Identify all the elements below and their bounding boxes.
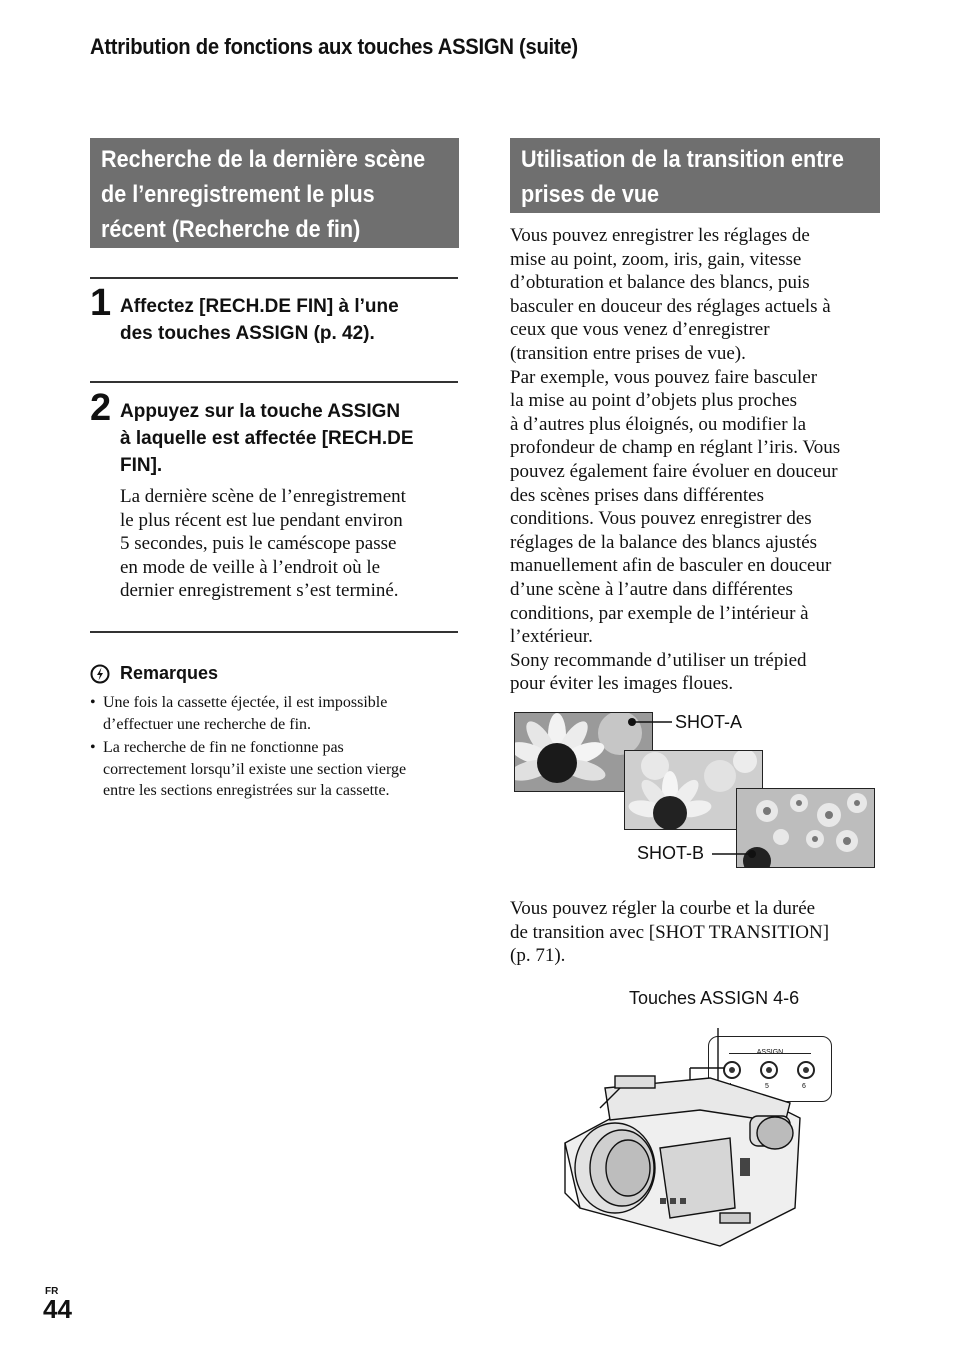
note-line: correctement lorsqu’il existe une section vierge: [103, 760, 407, 778]
right-section-title-line: prises de vue: [521, 181, 660, 208]
step2-body-line: le plus récent est lue pendant environ: [120, 509, 403, 531]
right-section-title: [510, 138, 880, 213]
right-body-line: profondeur de champ en réglant l’iris. Vous: [510, 437, 841, 459]
camcorder-illustration: [560, 1008, 840, 1253]
step2-line: FIN].: [120, 455, 163, 476]
right-body-line: Vous pouvez enregistrer les réglages de: [510, 225, 810, 246]
shot-a-callout: [620, 710, 680, 740]
step2-line: à laquelle est affectée [RECH.DE: [120, 428, 414, 449]
page-lang: FR: [45, 1286, 59, 1297]
camera-label: Touches ASSIGN 4-6: [629, 988, 800, 1008]
right-body-line: Sony recommande d’utiliser un trépied: [510, 649, 807, 671]
step2-line: Appuyez sur la touche ASSIGN: [120, 401, 401, 422]
page-number: 44: [43, 1294, 72, 1324]
left-section-title-line: Recherche de la dernière scène: [101, 146, 426, 173]
assign-button-6-label: 6: [802, 1083, 806, 1090]
right-body-line: conditions, par exemple de l’intérieur à: [510, 602, 809, 624]
right-body-line: Par exemple, vous pouvez faire basculer: [510, 366, 818, 388]
left-section-title-line: récent (Recherche de fin): [101, 216, 361, 243]
shot-a-label: SHOT-A: [675, 712, 743, 732]
step1-rule: [90, 277, 458, 279]
left-section-title-line: de l’enregistrement le plus: [101, 181, 375, 208]
shot-b-callout: [708, 842, 758, 866]
page-header-title: Attribution de fonctions aux touches ASSIGN (suite): [90, 34, 578, 59]
right-body-line: réglages de la balance des blancs ajustés: [510, 531, 818, 553]
right-body-line: manuellement afin de basculer en douceur: [510, 555, 832, 577]
note-item: [90, 737, 460, 802]
note-line: d’effectuer une recherche de fin.: [103, 715, 312, 733]
right-body-line: basculer en douceur des réglages actuels à: [510, 295, 831, 317]
step2-number: 2: [90, 387, 112, 429]
right-body-line: des scènes prises dans différentes: [510, 484, 764, 506]
step2-rule: [90, 381, 458, 383]
right-body-line: l’extérieur.: [510, 626, 593, 648]
right-body-line: à d’autres plus éloignés, ou modifier la: [510, 413, 807, 435]
notes-list: [90, 692, 460, 802]
right-body-line: pouvez également faire évoluer en douceur: [510, 460, 838, 482]
right-body-line: d’obturation et balance des blancs, puis: [510, 272, 810, 294]
notes-rule: [90, 631, 458, 633]
step2-text: [120, 398, 414, 479]
shot-b-label: SHOT-B: [637, 843, 705, 863]
note-line: entre les sections enregistrées sur la cassette.: [103, 782, 390, 799]
note-item: [90, 692, 460, 735]
shot-transition-text: [510, 897, 829, 968]
shot-transition-line: de transition avec [SHOT TRANSITION]: [510, 921, 830, 943]
step2-body-line: 5 secondes, puis le caméscope passe: [120, 533, 397, 555]
note-bullet: •: [90, 739, 96, 756]
right-body-line: d’une scène à l’autre dans différentes: [510, 578, 793, 600]
right-body-line: conditions. Vous pouvez enregistrer des: [510, 508, 812, 530]
note-line: Une fois la cassette éjectée, il est impossible: [103, 694, 388, 711]
shot-transition-line: (p. 71).: [510, 945, 566, 967]
right-body-line: mise au point, zoom, iris, gain, vitesse: [510, 248, 802, 270]
step2-body: [120, 485, 406, 603]
assign-button-5-label: 5: [765, 1083, 769, 1090]
right-body-line: (transition entre prises de vue).: [510, 342, 746, 364]
note-bullet: •: [90, 694, 96, 711]
right-body-line: pour éviter les images floues.: [510, 673, 734, 695]
step1-text: [120, 293, 399, 347]
step2-body-line: en mode de veille à l’endroit où le: [120, 556, 381, 578]
step2-body-line: dernier enregistrement s’est terminé.: [120, 580, 399, 602]
step1-number: 1: [90, 282, 112, 324]
step1-line: des touches ASSIGN (p. 42).: [120, 323, 375, 344]
note-line: La recherche de fin ne fonctionne pas: [103, 739, 344, 756]
notes-title: Remarques: [120, 663, 219, 683]
notes-heading: [90, 663, 218, 684]
right-body: [510, 224, 840, 696]
right-section-title-line: Utilisation de la transition entre: [521, 146, 844, 173]
step2-body-line: La dernière scène de l’enregistrement: [120, 486, 406, 507]
shot-transition-line: Vous pouvez régler la courbe et la durée: [510, 898, 816, 919]
left-section-title: [90, 138, 459, 248]
warning-icon: [90, 664, 110, 684]
step1-line: Affectez [RECH.DE FIN] à l’une: [120, 296, 399, 317]
right-body-line: ceux que vous venez d’enregistrer: [510, 319, 770, 341]
right-body-line: la mise au point d’objets plus proches: [510, 390, 798, 412]
